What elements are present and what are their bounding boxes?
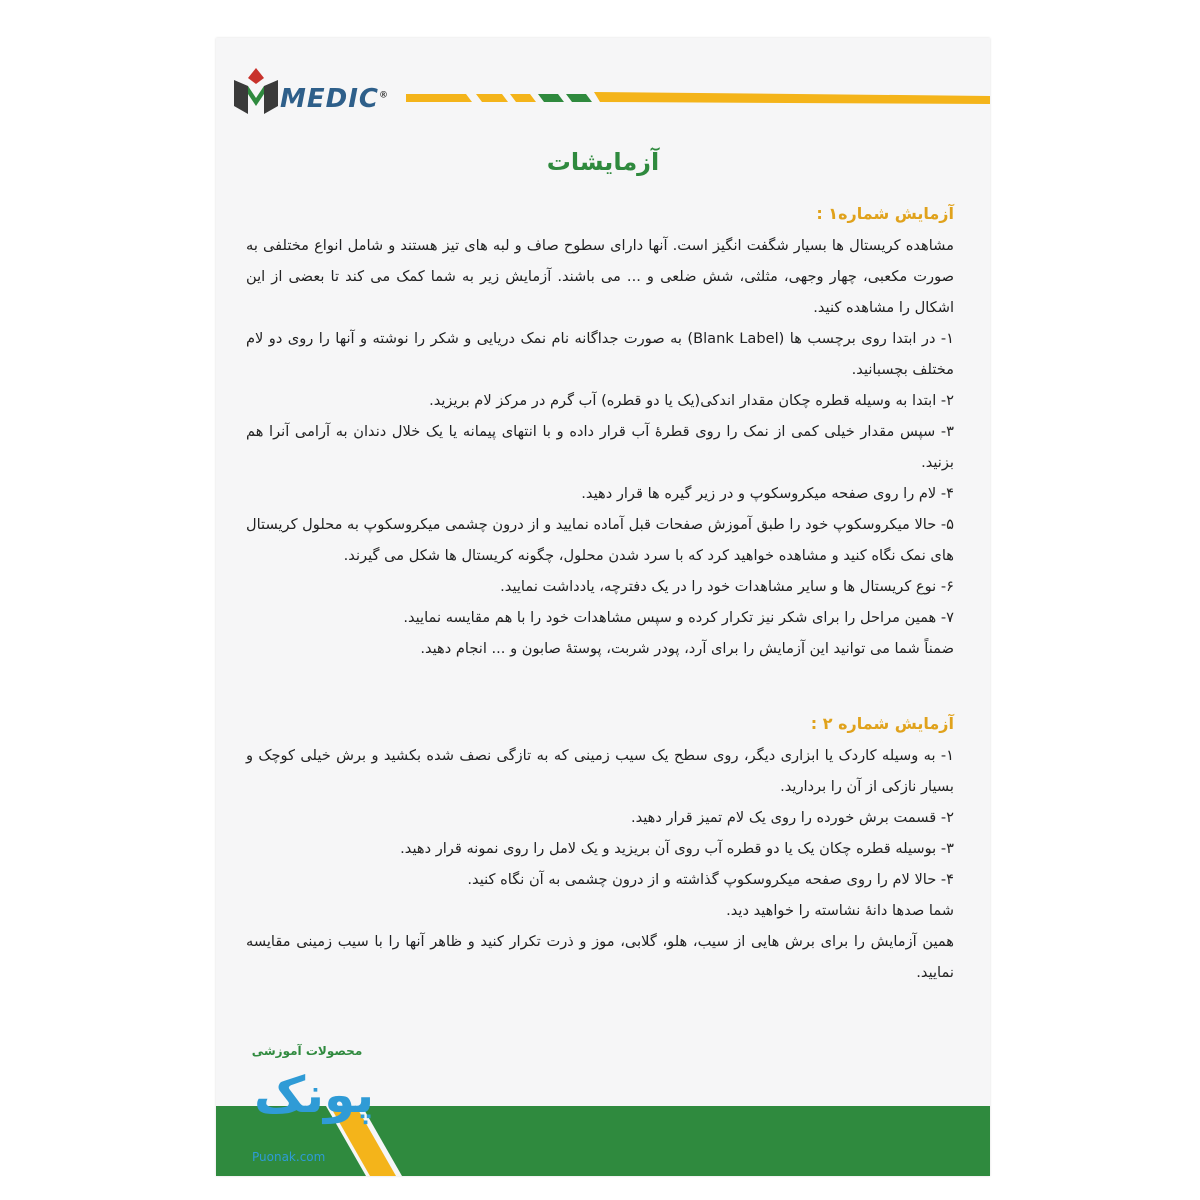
experiment-1-step-7: ۷- همین مراحل را برای شکر نیز تکرار کرده و سپس مشاهدات خود را با هم مقایسه نمایید. — [403, 609, 954, 626]
experiment-1-step-6: ۶- نوع کریستال ها و سایر مشاهدات خود را در یک دفترچه، یادداشت نمایید. — [500, 578, 954, 595]
experiment-2-step-3: ۳- بوسیله قطره چکان یک یا دو قطره آب روی آن بریزید و یک لامل را روی نمونه قرار دهید. — [400, 840, 954, 857]
experiment-1-note: ضمناً شما می توانید این آزمایش را برای آرد، پودر شربت، پوستهٔ صابون و ... انجام دهید. — [420, 640, 954, 657]
experiment-1-step-1: ۱- در ابتدا روی برچسب ها (Blank Label) به صورت جداگانه نام نمک دریایی و شکر را نوشته و آنها را روی دو لام مختلف بچسبانید. — [246, 330, 954, 378]
experiment-1-heading: آزمایش شماره۱ : — [816, 204, 954, 223]
experiment-2-step-1: ۱- به وسیله کاردک یا ابزاری دیگر، روی سطح یک سیب زمینی که به تازگی نصف شده بکشید و برش خیلی کوچک و بسیار نازکی از آن را بردارید. — [246, 747, 954, 795]
puonak-logo — [236, 1038, 375, 1168]
footer-website: Puonak.com — [252, 1150, 326, 1164]
experiment-1-step-4: ۴- لام را روی صفحه میکروسکوپ و در زیر گیره ها قرار دهید. — [581, 485, 954, 502]
experiment-1-step-2: ۲- ابتدا به وسیله قطره چکان مقدار اندکی(یک یا دو قطره) آب گرم در مرکز لام بریزید. — [429, 392, 954, 409]
experiment-1-step-3: ۳- سپس مقدار خیلی کمی از نمک را روی قطرهٔ آب قرار داده و با انتهای پیمانه یا یک خلال دندان به آرامی آنرا هم بزنید. — [246, 423, 954, 471]
footer-caption: محصولات آموزشی — [251, 1044, 363, 1058]
medic-logo-icon — [228, 64, 284, 120]
experiment-1-intro: مشاهده کریستال ها بسیار شگفت انگیز است. آنها دارای سطوح صاف و لبه های تیز هستند و شامل انواع مختلفی به صورت مکعبی، چهار وجهی، مثلثی، شش ضلعی و ... می باشند. آزمایش زیر به شما کمک می کند تا بعضی از این اشکال را مشاهده کنید. — [246, 237, 954, 316]
experiment-2-heading: آزمایش شماره ۲ : — [810, 714, 954, 733]
leaflet-page — [216, 38, 990, 1176]
page-title: آزمایشات — [546, 148, 660, 176]
experiment-2-step-4: ۴- حالا لام را روی صفحه میکروسکوپ گذاشته و از درون چشمی به آن نگاه کنید. — [467, 871, 954, 888]
section-gap — [246, 664, 954, 708]
experiment-2-note: همین آزمایش را برای برش هایی از سیب، هلو، گلابی، موز و ذرت تکرار کنید و ظاهر آنها را با سیب زمینی مقایسه نمایید. — [246, 933, 954, 981]
experiment-2-result: شما صدها دانهٔ نشاسته را خواهید دید. — [726, 902, 954, 919]
medic-logo — [228, 58, 428, 118]
experiment-1-step-5: ۵- حالا میکروسکوپ خود را طبق آموزش صفحات قبل آماده نمایید و از درون چشمی میکروسکوپ به محلول کریستال های نمک نگاه کنید و مشاهده خواهید کرد که با سرد شدن محلول، چگونه کریستال ها شکل می گیرند. — [246, 516, 954, 564]
header-stripe — [406, 88, 990, 108]
content — [246, 198, 954, 988]
puonak-logo-icon: پونک — [254, 1066, 375, 1124]
brand-name: MEDIC® — [280, 84, 389, 114]
experiment-2-step-2: ۲- قسمت برش خورده را روی یک لام تمیز قرار دهید. — [630, 809, 954, 826]
